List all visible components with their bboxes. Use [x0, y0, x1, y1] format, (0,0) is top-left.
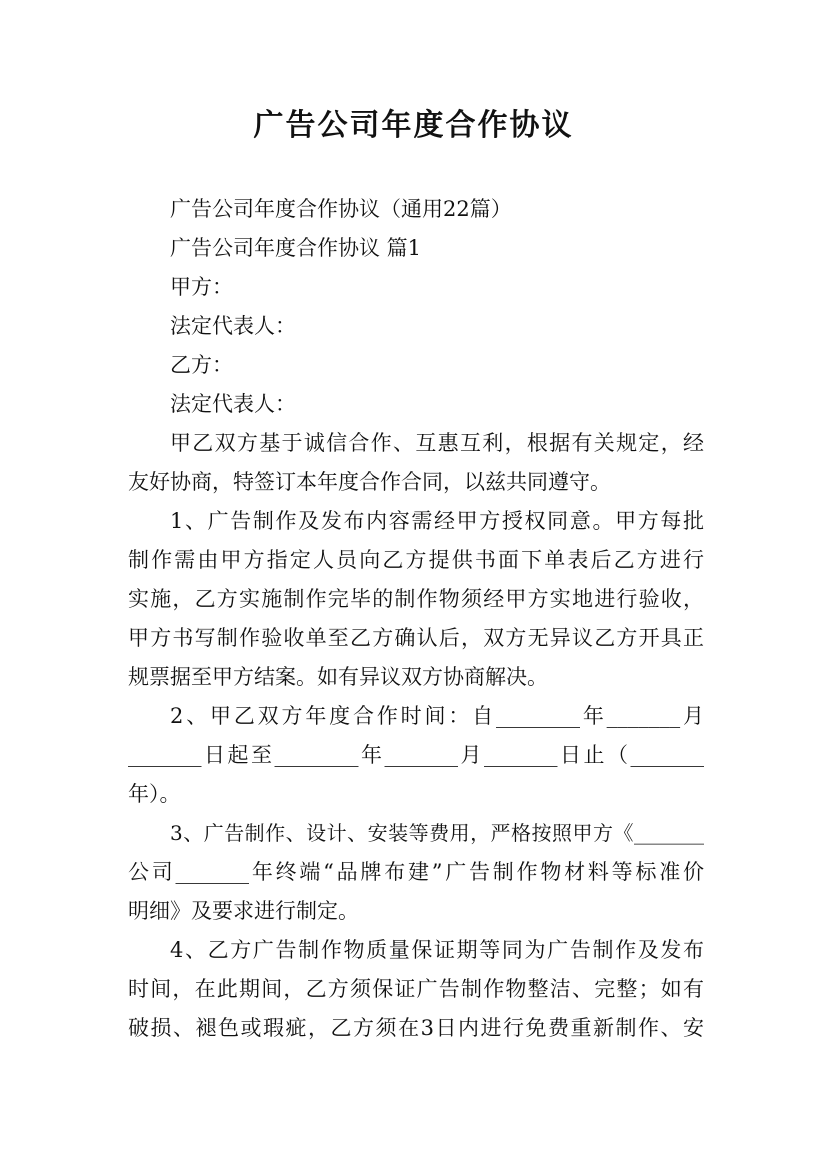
- paragraph-line: _______日起至________年_______月_______日止（_______: [128, 743, 704, 767]
- paragraph-line: 3、广告制作、设计、安装等费用，严格按照甲方《_______: [170, 821, 704, 845]
- paragraph-line: 制作需由甲方指定人员向乙方提供书面下单表后乙方进行: [128, 548, 704, 572]
- paragraph-line: 公司_______年终端“品牌布建”广告制作物材料等标准价: [128, 860, 704, 884]
- paragraph-line: 甲乙双方基于诚信合作、互惠互利，根据有关规定，经: [170, 431, 704, 455]
- paragraph-line: 2、甲乙双方年度合作时间：自________年_______月: [170, 704, 704, 728]
- document-title: 广告公司年度合作协议: [253, 108, 574, 143]
- paragraph-line: 实施，乙方实施制作完毕的制作物须经甲方实地进行验收，: [128, 587, 704, 611]
- legal-rep-b-label: 法定代表人：: [170, 392, 296, 416]
- paragraph-line: 规票据至甲方结案。如有异议双方协商解决。: [128, 665, 548, 689]
- paragraph-line: 1、广告制作及发布内容需经甲方授权同意。甲方每批: [170, 509, 704, 533]
- paragraph-line: 4、乙方广告制作物质量保证期等同为广告制作及发布: [170, 938, 704, 962]
- party-b-label: 乙方：: [170, 353, 233, 377]
- legal-rep-a-label: 法定代表人：: [170, 314, 296, 338]
- document-body: [128, 190, 704, 1048]
- section-heading: 广告公司年度合作协议 篇1: [170, 236, 422, 260]
- paragraph-line: 明细》及要求进行制定。: [128, 899, 359, 923]
- paragraph-line: 甲方书写制作验收单至乙方确认后，双方无异议乙方开具正: [128, 626, 704, 650]
- paragraph-line: 破损、褪色或瑕疵，乙方须在3日内进行免费重新制作、安: [128, 1016, 704, 1040]
- subtitle-line: 广告公司年度合作协议（通用22篇）: [170, 197, 512, 221]
- paragraph-line: 时间，在此期间，乙方须保证广告制作物整洁、完整；如有: [128, 977, 704, 1001]
- party-a-label: 甲方：: [170, 275, 233, 299]
- paragraph-line: 友好协商，特签订本年度合作合同，以兹共同遵守。: [128, 470, 611, 494]
- paragraph-line: 年）。: [128, 782, 181, 806]
